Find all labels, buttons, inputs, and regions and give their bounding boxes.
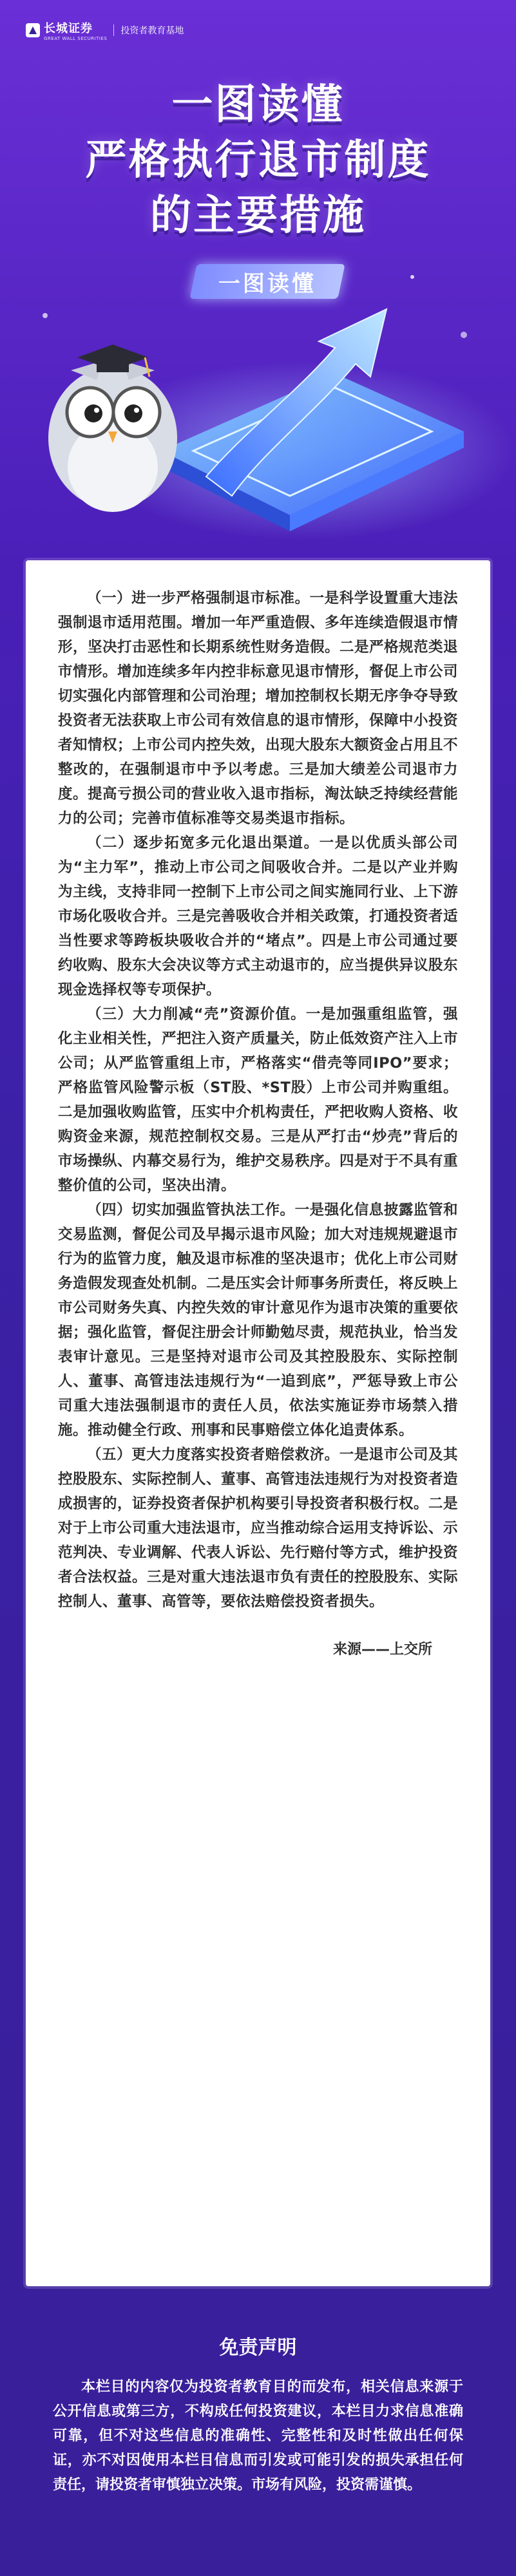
banner-tag-text: 一图读懂 — [218, 270, 316, 297]
paragraph-5: （五）更大力度落实投资者赔偿救济。一是退市公司及其控股股东、实际控制人、董事、高管违法违规行为对投资者造成损害的，证券投资者保护机构要引导投资者积极行权。二是对于上市公司重大违法退市，应当推动综合运用支持诉讼、示范判决、专业调解、代表人诉讼、先行赔付等方式，维护投资者合法权益。三是对重大违法退市负有责任的控股股东、实际控制人、董事、高管等，要依法赔偿投资者损失。 — [58, 1446, 459, 1610]
brand-name: 长城证券 — [44, 22, 93, 35]
title-line-1: 一图读懂 — [171, 81, 345, 129]
disclaimer-body: 本栏目的内容仅为投资者教育目的而发布，相关信息来源于公开信息或第三方，不构成任何投资建议，本栏目力求信息准确可靠，但不对这些信息的准确性、完整性和及时性做出任何保证，亦不对因使用本栏目信息而引发或可能引发的损失承担任何责任，请投资者审慎独立决策。市场有风险，投资需谨慎。 — [53, 2379, 463, 2493]
page-title — [0, 77, 516, 243]
header-divider — [113, 24, 114, 36]
content-card — [26, 560, 490, 2286]
paragraph-4: （四）切实加强监管执法工作。一是强化信息披露监管和交易监测，督促公司及早揭示退市风险；加大对违规规避退市行为的监管力度，触及退市标准的坚决退市；优化上市公司财务造假发现查处机制。二是压实会计师事务所责任，将反映上市公司财务失真、内控失效的审计意见作为退市决策的重要依据；强化监管，督促注册会计师勤勉尽责，规范执业，恰当发表审计意见。三是坚持对退市公司及其控股股东、实际控制人、董事、高管违法违规行为“一追到底”，严惩导致上市公司重大违法强制退市的责任人员，依法实施证券市场禁入措施。推动健全行政、刑事和民事赔偿立体化追责体系。 — [58, 1202, 459, 1439]
paragraph-1: （一）进一步严格强制退市标准。一是科学设置重大违法强制退市适用范围。增加一年严重造假、多年连续造假退市情形，坚决打击恶性和长期系统性财务造假。二是严格规范类退市情形。增加连续多年内控非标意见退市情形，督促上市公司切实强化内部管理和公司治理；增加控制权长期无序争夺导致投资者无法获取上市公司有效信息的退市情形，保障中小投资者知情权；上市公司内控失效，出现大股东大额资金占用且不整改的，在强制退市中予以考虑。三是加大绩差公司退市力度。提高亏损公司的营业收入退市指标，淘汰缺乏持续经营能力的公司；完善市值标准等交易类退市指标。 — [58, 590, 459, 827]
owl-mascot — [48, 345, 177, 512]
title-line-3: 的主要措施 — [150, 192, 366, 240]
great-wall-logo-icon — [26, 23, 40, 37]
brand-logo — [26, 19, 107, 41]
brand-sub: GREAT WALL SECURITIES — [44, 36, 108, 41]
disclaimer — [26, 2331, 490, 2497]
paragraph-2: （二）逐步拓宽多元化退出渠道。一是以优质头部公司为“主力军”，推动上市公司之间吸收合并。二是以产业并购为主线，支持非同一控制下上市公司之间实施同行业、上下游市场化吸收合并。三是完善吸收合并相关政策，打通投资者适当性要求等跨板块吸收合并的“堵点”。四是上市公司通过要约收购、股东大会决议等方式主动退市的，应当提供异议股东现金选择权等专项保护。 — [58, 835, 459, 998]
title-line-2: 严格执行退市制度 — [85, 137, 431, 184]
hero-illustration — [0, 238, 516, 547]
source-note: 来源——上交所 — [332, 1642, 432, 1658]
header — [26, 19, 184, 41]
paragraph-3: （三）大力削减“壳”资源价值。一是加强重组监管，强化主业相关性，严把注入资产质量关，防止低效资产注入上市公司；从严监管重组上市，严格落实“借壳等同IPO”要求；严格监管风险警示板（ST股、*ST股）上市公司并购重组。二是加强收购监管，压实中介机构责任，严把收购人资格、收购资金来源，规范控制权交易。三是从严打击“炒壳”背后的市场操纵、内幕交易行为，维护交易秩序。四是对于不具有重整价值的公司，坚决出清。 — [58, 1006, 459, 1194]
disclaimer-title: 免责声明 — [219, 2336, 297, 2359]
header-tagline: 投资者教育基地 — [120, 26, 184, 36]
banner-tag — [189, 264, 345, 299]
